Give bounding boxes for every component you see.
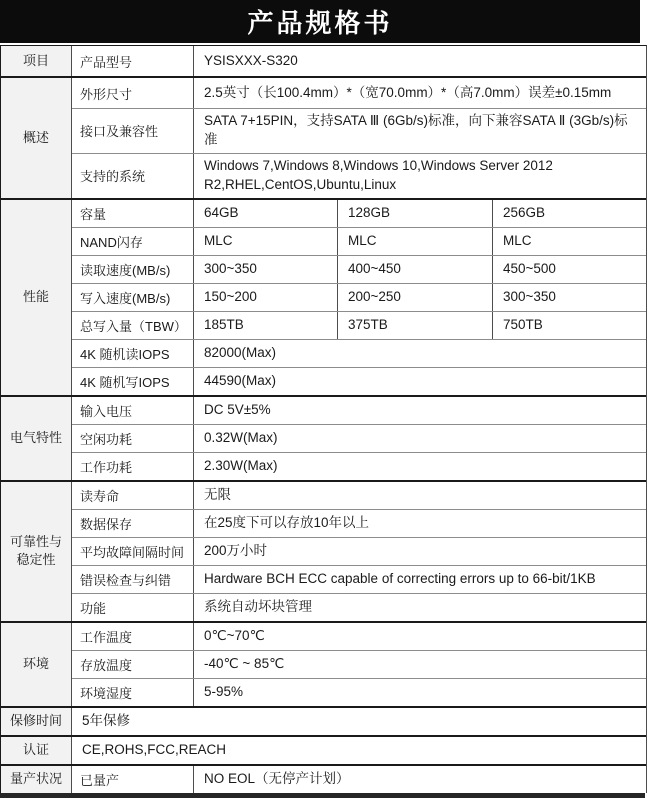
row-value: 185TB xyxy=(204,316,244,332)
category-cell: 性能 xyxy=(1,200,72,395)
table-row xyxy=(72,453,646,480)
table-row xyxy=(72,679,646,706)
row-value: 无限 xyxy=(204,486,231,502)
row-label: 数据保存 xyxy=(72,510,194,537)
row-value: 2.5英寸（长100.4mm）*（宽70.0mm）*（高7.0mm）误差±0.15mm xyxy=(204,84,612,100)
row-value: 450~500 xyxy=(492,256,646,283)
row-value: 400~450 xyxy=(337,256,492,283)
row-label: 读寿命 xyxy=(72,482,194,509)
row-value: 5年保修 xyxy=(82,712,131,728)
row-label: 功能 xyxy=(72,594,194,621)
table-row xyxy=(72,284,646,312)
row-value: 750TB xyxy=(492,312,646,339)
row-label: 工作温度 xyxy=(72,623,194,650)
row-value: 300~350 xyxy=(204,260,257,276)
row-value: 300~350 xyxy=(492,284,646,311)
row-value: NO EOL（无停产计划） xyxy=(204,770,350,786)
row-label: 已量产 xyxy=(72,766,194,793)
row-label: 存放温度 xyxy=(72,651,194,678)
category-cell: 概述 xyxy=(1,78,72,198)
spec-table xyxy=(0,45,647,793)
row-value: 在25度下可以存放10年以上 xyxy=(204,514,370,530)
category-cell: 项目 xyxy=(1,46,72,76)
table-row xyxy=(72,425,646,453)
row-label: 接口及兼容性 xyxy=(72,109,194,153)
table-section xyxy=(1,78,646,200)
row-value: 375TB xyxy=(337,312,492,339)
section-rows xyxy=(72,46,646,76)
table-row xyxy=(72,368,646,395)
row-value: MLC xyxy=(204,232,233,248)
table-row xyxy=(72,312,646,340)
row-value: YSISXXX-S320 xyxy=(204,52,298,68)
table-row xyxy=(72,200,646,228)
table-row xyxy=(72,228,646,256)
row-value: DC 5V±5% xyxy=(204,401,271,417)
row-value: SATA 7+15PIN，支持SATA Ⅲ (6Gb/s)标准，向下兼容SATA Ⅱ (3Gb/s)标准 xyxy=(204,113,628,147)
table-bottom-border xyxy=(0,793,645,798)
category-cell: 认证 xyxy=(1,737,72,764)
table-section xyxy=(1,737,646,766)
table-row xyxy=(72,708,646,735)
row-value: 64GB xyxy=(204,204,239,220)
table-row xyxy=(72,340,646,368)
row-label: 错误检查与纠错 xyxy=(72,566,194,593)
row-label: 环境湿度 xyxy=(72,679,194,706)
table-section xyxy=(1,397,646,482)
category-cell: 保修时间 xyxy=(1,708,72,735)
row-label: 写入速度(MB/s) xyxy=(72,284,194,311)
row-value: 200~250 xyxy=(337,284,492,311)
row-value: 0℃~70℃ xyxy=(204,627,265,643)
table-section xyxy=(1,200,646,397)
row-value: MLC xyxy=(492,228,646,255)
page-title: 产品规格书 xyxy=(247,8,393,38)
row-label: 输入电压 xyxy=(72,397,194,424)
table-row xyxy=(72,766,646,793)
section-rows xyxy=(72,766,646,793)
table-row xyxy=(72,78,646,109)
table-row xyxy=(72,154,646,198)
section-rows xyxy=(72,397,646,480)
table-row xyxy=(72,256,646,284)
table-row xyxy=(72,737,646,764)
row-label: NAND闪存 xyxy=(72,228,194,255)
category-cell: 量产状况 xyxy=(1,766,72,793)
row-value: 5-95% xyxy=(204,683,244,699)
section-rows xyxy=(72,78,646,198)
row-label: 工作功耗 xyxy=(72,453,194,480)
table-row xyxy=(72,623,646,651)
row-value: 44590(Max) xyxy=(204,372,277,388)
row-value: Windows 7,Windows 8,Windows 10,Windows Server 2012 R2,RHEL,CentOS,Ubuntu,Linux xyxy=(204,157,553,192)
row-label: 读取速度(MB/s) xyxy=(72,256,194,283)
row-value: -40℃ ~ 85℃ xyxy=(204,655,285,671)
section-rows xyxy=(72,623,646,706)
row-label: 容量 xyxy=(72,200,194,227)
table-row xyxy=(72,566,646,594)
section-rows xyxy=(72,200,646,395)
row-label: 4K 随机读IOPS xyxy=(72,340,194,367)
row-value: Hardware BCH ECC capable of correcting errors up to 66-bit/1KB xyxy=(204,570,596,586)
table-row xyxy=(72,109,646,154)
row-label: 平均故障间隔时间 xyxy=(72,538,194,565)
table-row xyxy=(72,538,646,566)
title-bar xyxy=(0,0,640,43)
row-value: 82000(Max) xyxy=(204,344,277,360)
table-row xyxy=(72,397,646,425)
row-value: CE,ROHS,FCC,REACH xyxy=(82,741,227,757)
section-rows xyxy=(72,482,646,621)
row-value: 系统自动坏块管理 xyxy=(204,598,312,614)
table-section xyxy=(1,482,646,623)
row-value: 200万小时 xyxy=(204,542,268,558)
row-label: 产品型号 xyxy=(72,46,194,76)
table-section xyxy=(1,623,646,708)
table-row xyxy=(72,510,646,538)
row-value: 128GB xyxy=(337,200,492,227)
section-rows xyxy=(72,708,646,735)
row-label: 4K 随机写IOPS xyxy=(72,368,194,395)
row-label: 空闲功耗 xyxy=(72,425,194,452)
row-label: 外形尺寸 xyxy=(72,78,194,108)
row-value: 2.30W(Max) xyxy=(204,457,278,473)
row-value: 0.32W(Max) xyxy=(204,429,278,445)
table-section xyxy=(1,766,646,793)
row-label: 总写入量（TBW） xyxy=(72,312,194,339)
table-row xyxy=(72,46,646,76)
table-row xyxy=(72,594,646,621)
row-label: 支持的系统 xyxy=(72,154,194,198)
category-cell: 环境 xyxy=(1,623,72,706)
row-value: 150~200 xyxy=(204,288,257,304)
category-cell: 电气特性 xyxy=(1,397,72,480)
row-value: MLC xyxy=(337,228,492,255)
category-cell: 可靠性与稳定性 xyxy=(1,482,72,621)
table-row xyxy=(72,651,646,679)
row-value: 256GB xyxy=(492,200,646,227)
table-section xyxy=(1,708,646,737)
table-section xyxy=(1,46,646,78)
section-rows xyxy=(72,737,646,764)
table-row xyxy=(72,482,646,510)
